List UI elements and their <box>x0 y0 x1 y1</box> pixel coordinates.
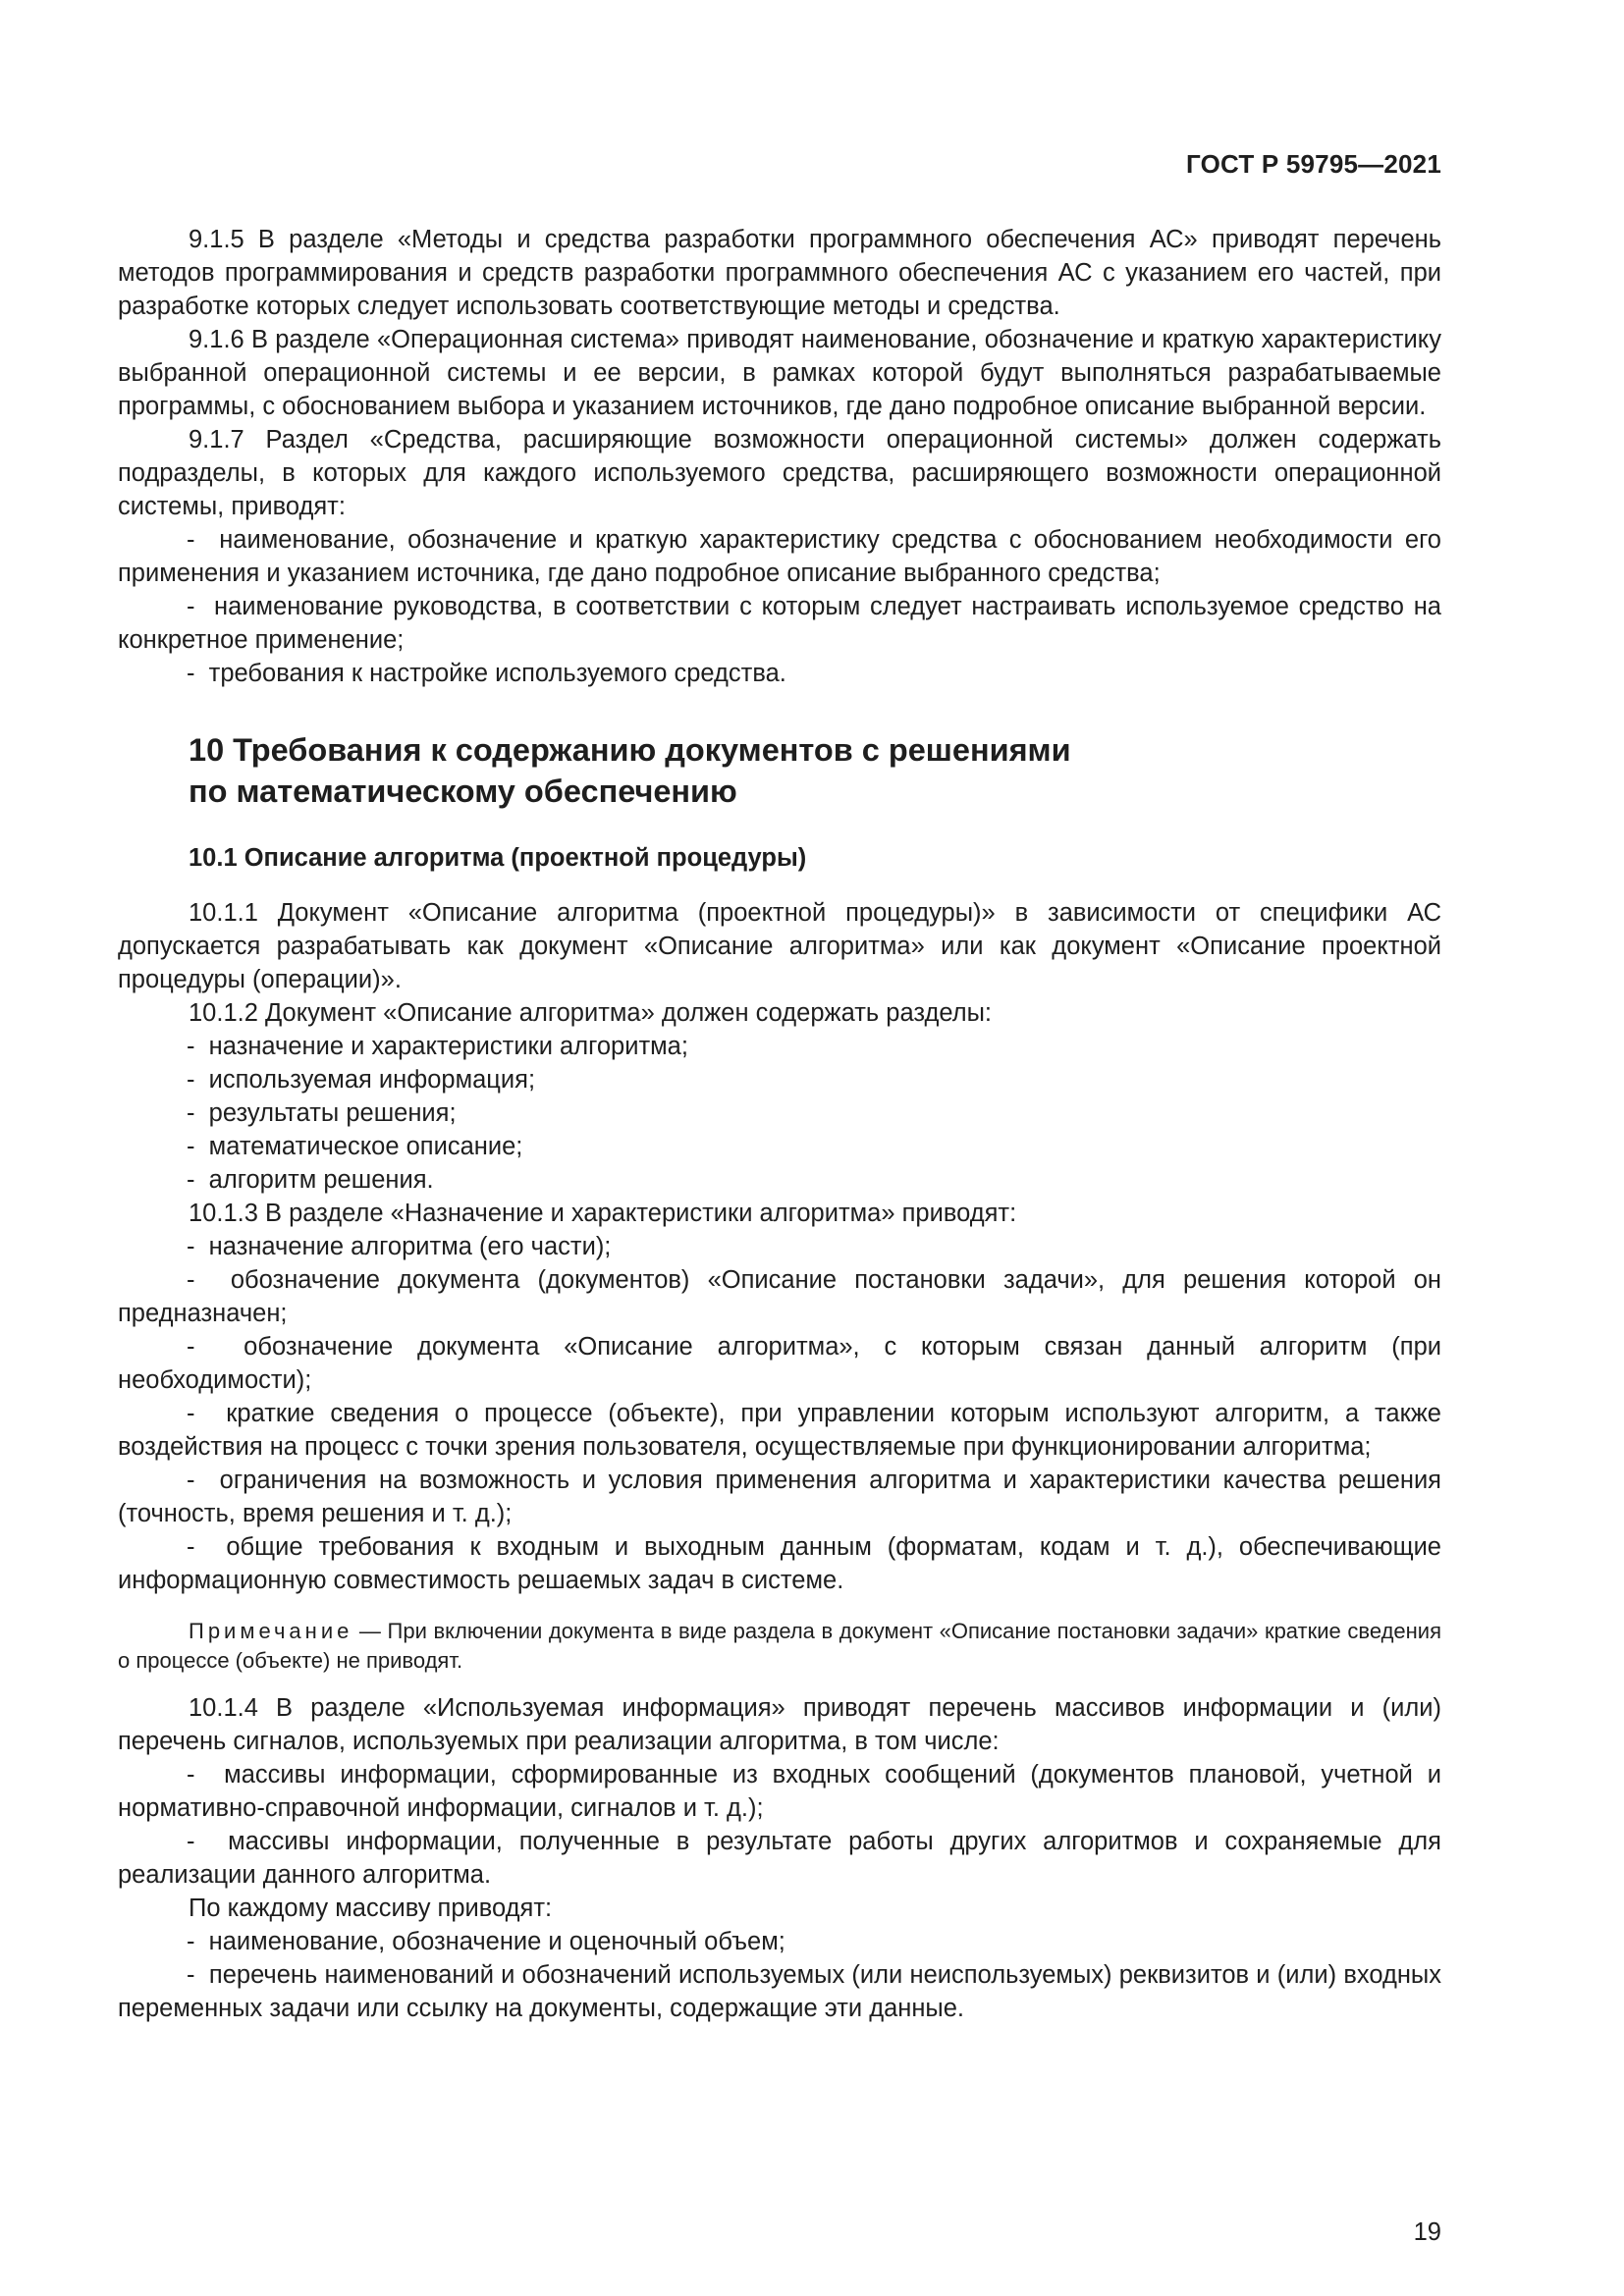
list-item: - наименование руководства, в соответствии с которым следует настраивать используемое средство на конкретное применение; <box>118 590 1441 657</box>
list-item: - требования к настройке используемого средства. <box>118 657 1441 690</box>
paragraph-9-1-7: 9.1.7 Раздел «Средства, расширяющие возможности операционной системы» должен содержать подразделы, в которых для каждого используемого средства, расширяющего возможности операционной системы, приводят: <box>118 426 1441 520</box>
list-item: - общие требования к входным и выходным данным (форматам, кодам и т. д.), обеспечивающие информационную совместимость решаемых задач в системе. <box>118 1530 1441 1597</box>
list-item: - алгоритм решения. <box>118 1163 1441 1197</box>
list-item: - массивы информации, сформированные из входных сообщений (документов плановой, учетной и нормативно-справочной информации, сигналов и т. д.); <box>118 1758 1441 1825</box>
list-item: - краткие сведения о процессе (объекте), при управлении которым используют алгоритм, а также воздействия на процесс с точки зрения пользователя, осуществляемые при функционировании алгоритма; <box>118 1397 1441 1464</box>
section-title-line: по математическому обеспечению <box>189 774 737 809</box>
list-item: - наименование, обозначение и краткую характеристику средства с обоснованием необходимости его применения и указанием источника, где дано подробное описание выбранного средства; <box>118 523 1441 590</box>
list-item: - массивы информации, полученные в результате работы других алгоритмов и сохраняемые для реализации данного алгоритма. <box>118 1825 1441 1892</box>
note-label: Примечание <box>189 1619 353 1643</box>
paragraph-9-1-5: 9.1.5 В разделе «Методы и средства разработки программного обеспечения АС» приводят перечень методов программирования и средств разработки программного обеспечения АС с указанием его частей, при разработке которых следует использовать соответствующие методы и средства. <box>118 226 1441 320</box>
note <box>118 1617 1441 1676</box>
list-item: - назначение и характеристики алгоритма; <box>118 1030 1441 1063</box>
paragraph-10-1-4: 10.1.4 В разделе «Используемая информация» приводят перечень массивов информации и (или) перечень сигналов, используемых при реализации алгоритма, в том числе: <box>118 1694 1441 1755</box>
subsection-10-1-title: 10.1 Описание алгоритма (проектной процедуры) <box>189 844 807 872</box>
list-item: - математическое описание; <box>118 1130 1441 1163</box>
list-item: - наименование, обозначение и оценочный объем; <box>118 1925 1441 1958</box>
section-10-title <box>189 729 1441 812</box>
paragraph-9-1-6: 9.1.6 В разделе «Операционная система» приводят наименование, обозначение и краткую характеристику выбранной операционной системы и ее версии, в рамках которой будут выполняться разрабатываемые программы, с обоснованием выбора и указанием источников, где дано подробное описание выбранной версии. <box>118 326 1441 420</box>
document-body <box>118 223 1441 2025</box>
list-item: - результаты решения; <box>118 1096 1441 1130</box>
section-title-line: 10 Требования к содержанию документов с решениями <box>189 732 1071 768</box>
list-item: - используемая информация; <box>118 1063 1441 1096</box>
list-item: - перечень наименований и обозначений используемых (или неиспользуемых) реквизитов и (или) входных переменных задачи или ссылку на документы, содержащие эти данные. <box>118 1958 1441 2025</box>
paragraph-10-1-1: 10.1.1 Документ «Описание алгоритма (проектной процедуры)» в зависимости от специфики АС допускается разрабатывать как документ «Описание алгоритма» или как документ «Описание проектной процедуры (операции)». <box>118 899 1441 993</box>
paragraph-10-1-2: 10.1.2 Документ «Описание алгоритма» должен содержать разделы: <box>189 999 992 1027</box>
paragraph-10-1-3: 10.1.3 В разделе «Назначение и характеристики алгоритма» приводят: <box>189 1200 1017 1227</box>
note-text: — При включении документа в виде раздела в документ «Описание постановки задачи» краткие сведения о процессе (объекте) не приводят. <box>118 1619 1441 1673</box>
page-number: 19 <box>1413 2218 1441 2246</box>
list-item: - ограничения на возможность и условия применения алгоритма и характеристики качества решения (точность, время решения и т. д.); <box>118 1464 1441 1530</box>
list-item: - обозначение документа «Описание алгоритма», с которым связан данный алгоритм (при необходимости); <box>118 1330 1441 1397</box>
list-item: - обозначение документа (документов) «Описание постановки задачи», для решения которой он предназначен; <box>118 1263 1441 1330</box>
list-item: - назначение алгоритма (его части); <box>118 1230 1441 1263</box>
document-code-header: ГОСТ Р 59795—2021 <box>1186 149 1441 179</box>
paragraph-per-array: По каждому массиву приводят: <box>189 1895 553 1922</box>
